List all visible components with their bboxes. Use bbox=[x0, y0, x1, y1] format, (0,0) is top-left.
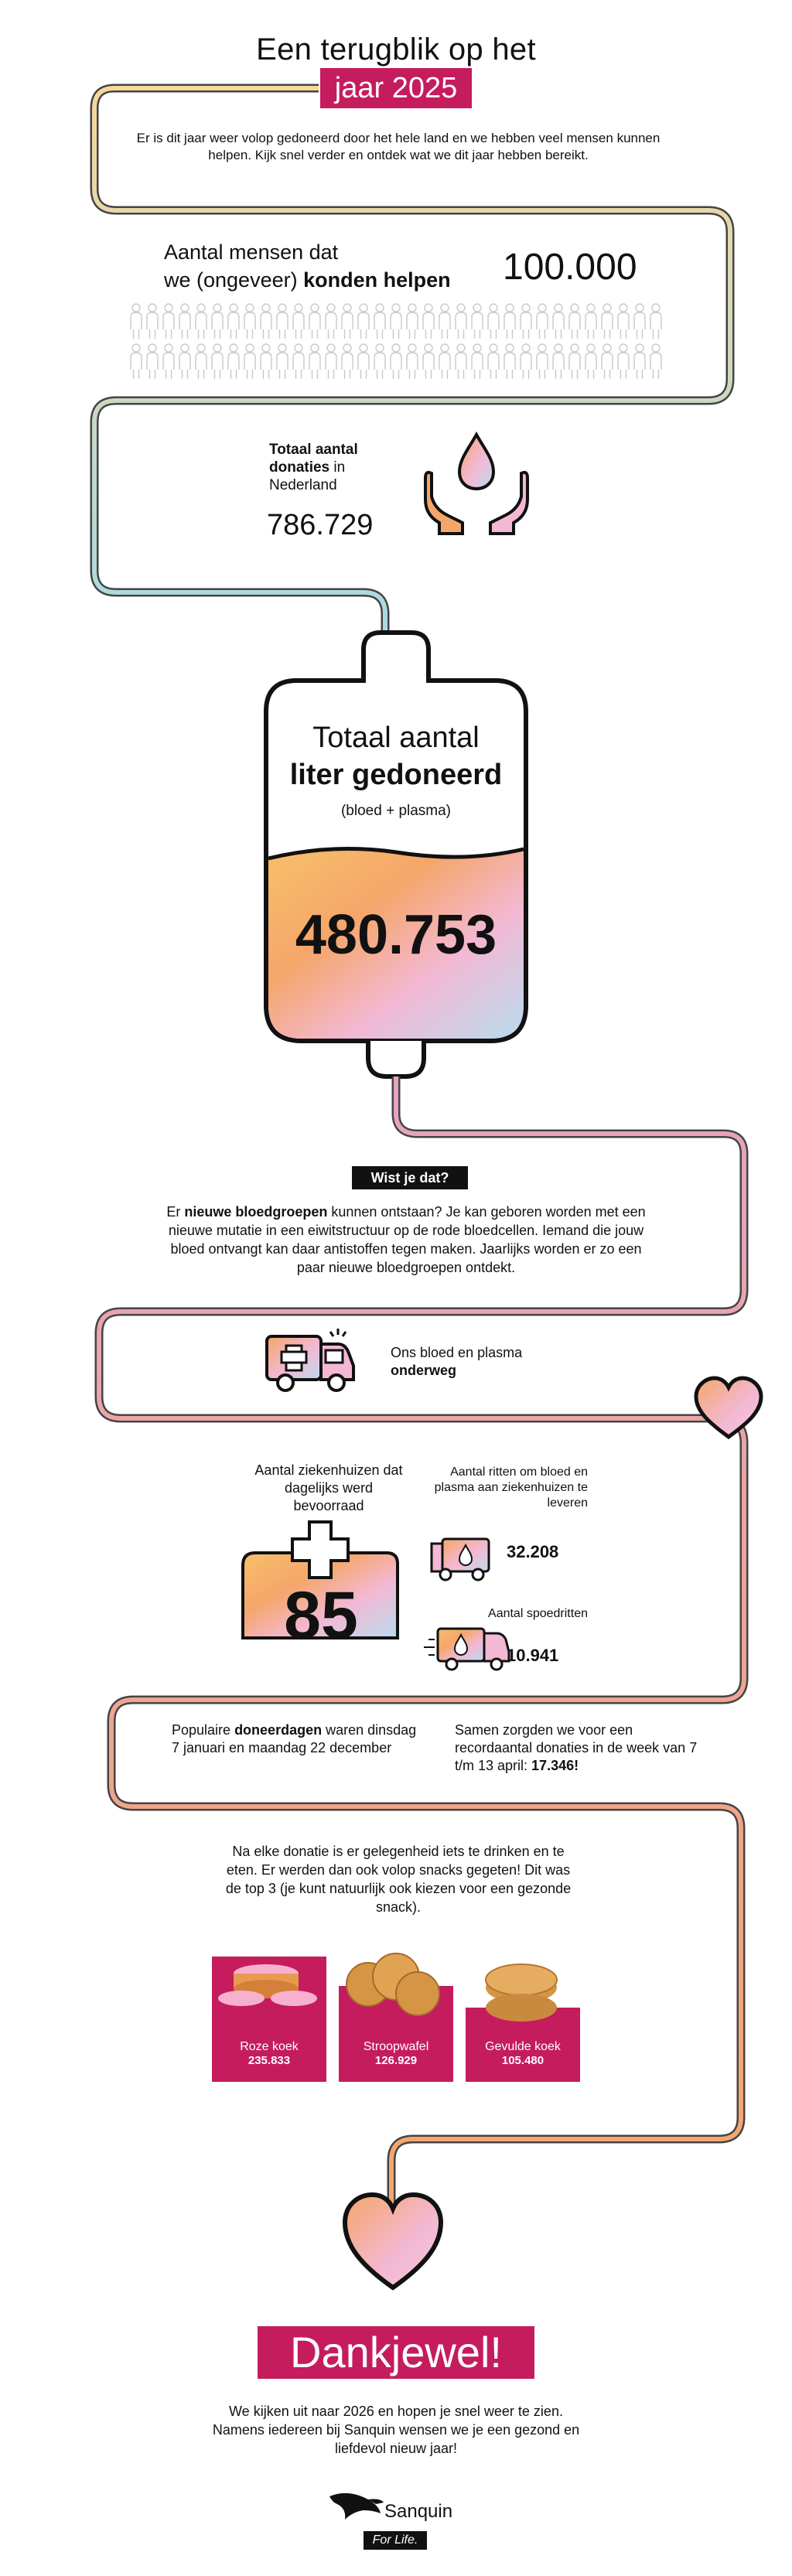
person-icon bbox=[179, 344, 190, 379]
liters-subtitle: (bloed + plasma) bbox=[340, 803, 452, 819]
person-icon bbox=[585, 344, 596, 379]
hospitals-value: 85 bbox=[284, 1578, 358, 1653]
person-icon bbox=[504, 344, 515, 379]
popular-days-text: Populaire doneerdagen waren dinsdag 7 januari en maandag 22 december bbox=[172, 1722, 417, 1755]
person-icon bbox=[650, 304, 661, 339]
person-icon bbox=[244, 304, 255, 339]
person-icon bbox=[488, 304, 499, 339]
person-icon bbox=[407, 304, 418, 339]
person-icon bbox=[391, 344, 401, 379]
person-icon bbox=[504, 304, 515, 339]
person-icon bbox=[472, 344, 483, 379]
person-icon bbox=[439, 344, 450, 379]
person-icon bbox=[602, 304, 613, 339]
person-icon bbox=[179, 304, 190, 339]
brand-name: Sanquin bbox=[384, 2501, 453, 2522]
truck-icon bbox=[424, 1629, 509, 1670]
thanks-banner: Dankjewel! bbox=[258, 2326, 534, 2379]
person-icon bbox=[618, 344, 629, 379]
person-icon bbox=[309, 344, 320, 379]
person-icon bbox=[634, 304, 645, 339]
person-icon bbox=[163, 344, 174, 379]
person-icon bbox=[374, 344, 385, 379]
intro-text: Er is dit jaar weer volop gedoneerd door het hele land en we hebben veel mensen kunnen helpen. Kijk snel verder en ontdek wat we dit jaar hebben bereikt. bbox=[136, 131, 661, 162]
urgent-rides-value: 10.941 bbox=[507, 1646, 559, 1665]
snacks-intro: Na elke donatie is er gelegenheid iets te drinken en te eten. Er werden dan ook volop snacks gegeten! Dit was de top 3 (je kunt natuurlijk ook kiezen voor een gezonde snack). bbox=[225, 1844, 572, 1915]
person-icon bbox=[569, 304, 580, 339]
people-helped-label: Aantal mensen dat we (ongeveer) konden helpen bbox=[164, 241, 451, 292]
liters-value: 480.753 bbox=[295, 904, 497, 966]
snack-value: 105.480 bbox=[501, 2054, 544, 2067]
person-icon bbox=[472, 304, 483, 339]
person-icon bbox=[569, 344, 580, 379]
transport-label: Ons bloed en plasma onderweg bbox=[391, 1345, 523, 1378]
person-icon bbox=[423, 304, 434, 339]
heart-icon bbox=[696, 1378, 761, 1437]
heart-icon bbox=[345, 2195, 441, 2288]
person-icon bbox=[131, 344, 142, 379]
donations-label: Totaal aantal donaties in Nederland bbox=[269, 442, 358, 493]
person-icon bbox=[261, 304, 271, 339]
person-icon bbox=[293, 344, 304, 379]
person-icon bbox=[618, 304, 629, 339]
person-icon bbox=[439, 304, 450, 339]
rides-value: 32.208 bbox=[507, 1542, 559, 1561]
snack-value: 126.929 bbox=[374, 2054, 418, 2067]
snack-name: Roze koek bbox=[240, 2040, 299, 2053]
hospitals-label: Aantal ziekenhuizen dat dagelijks werd bevoorraad bbox=[254, 1462, 403, 1513]
person-icon bbox=[585, 304, 596, 339]
snack-item bbox=[466, 2040, 580, 2067]
person-icon bbox=[196, 344, 207, 379]
person-icon bbox=[456, 344, 466, 379]
person-icon bbox=[537, 304, 548, 339]
pelican-logo-icon bbox=[329, 2493, 384, 2520]
person-icon bbox=[602, 344, 613, 379]
person-icon bbox=[131, 304, 142, 339]
person-icon bbox=[326, 344, 336, 379]
person-icon bbox=[244, 344, 255, 379]
person-icon bbox=[650, 344, 661, 379]
person-icon bbox=[342, 304, 353, 339]
person-icon bbox=[358, 344, 369, 379]
person-icon bbox=[374, 304, 385, 339]
person-icon bbox=[228, 304, 239, 339]
person-icon bbox=[342, 344, 353, 379]
ambulance-icon bbox=[267, 1329, 353, 1390]
person-icon bbox=[212, 304, 223, 339]
urgent-rides-label: Aantal spoedritten bbox=[488, 1607, 588, 1620]
snack-value: 235.833 bbox=[248, 2054, 291, 2067]
person-icon bbox=[309, 304, 320, 339]
person-icon bbox=[277, 344, 288, 379]
page-title: Een terugblik op het bbox=[256, 32, 536, 67]
person-icon bbox=[228, 344, 239, 379]
record-week-text: Samen zorgden we voor een recordaantal donaties in de week van 7 t/m 13 april: 17.346! bbox=[455, 1722, 698, 1773]
snack-name: Gevulde koek bbox=[485, 2040, 561, 2053]
person-icon bbox=[521, 344, 531, 379]
person-icon bbox=[391, 304, 401, 339]
did-you-know-text: Er nieuwe bloedgroepen kunnen ontstaan? Je kan geboren worden met een nieuwe mutatie in een eiwitstructuur op de rode bloedcellen. Iemand die jouw bloed ontvangt kan daar antistoffen tegen maken. Jaarlijks worden er zo een paar nieuwe bloedgroepen ontdekt. bbox=[166, 1204, 646, 1275]
liters-title: Totaal aantal liter gedoneerd bbox=[289, 722, 503, 791]
person-icon bbox=[537, 344, 548, 379]
people-helped-value: 100.000 bbox=[503, 247, 637, 288]
person-icon bbox=[553, 344, 564, 379]
person-icon bbox=[456, 304, 466, 339]
person-icon bbox=[147, 344, 158, 379]
snack-item bbox=[339, 2040, 453, 2067]
person-icon bbox=[326, 304, 336, 339]
closing-text: We kijken uit naar 2026 en hopen je snel weer te zien. Namens iedereen bij Sanquin wensen we je een gezond en liefdevol nieuw jaar! bbox=[212, 2404, 580, 2456]
did-you-know-badge: Wist je dat? bbox=[352, 1166, 468, 1189]
snack-item bbox=[212, 2040, 326, 2067]
truck-icon bbox=[432, 1539, 489, 1580]
year-badge: jaar 2025 bbox=[320, 68, 472, 108]
person-icon bbox=[521, 304, 531, 339]
person-icon bbox=[634, 344, 645, 379]
rides-label: Aantal ritten om bloed en plasma aan ziekenhuizen te leveren bbox=[434, 1465, 588, 1510]
person-icon bbox=[423, 344, 434, 379]
person-icon bbox=[293, 304, 304, 339]
person-icon bbox=[407, 344, 418, 379]
person-icon bbox=[147, 304, 158, 339]
person-icon bbox=[358, 304, 369, 339]
hands-drop-icon bbox=[425, 435, 527, 534]
person-icon bbox=[488, 344, 499, 379]
person-icon bbox=[277, 304, 288, 339]
donations-value: 786.729 bbox=[267, 509, 374, 541]
person-icon bbox=[553, 304, 564, 339]
brand-tagline: For Life. bbox=[364, 2531, 427, 2550]
snack-name: Stroopwafel bbox=[363, 2040, 429, 2053]
person-icon bbox=[196, 304, 207, 339]
person-icon bbox=[261, 344, 271, 379]
person-icon bbox=[163, 304, 174, 339]
person-icon bbox=[212, 344, 223, 379]
